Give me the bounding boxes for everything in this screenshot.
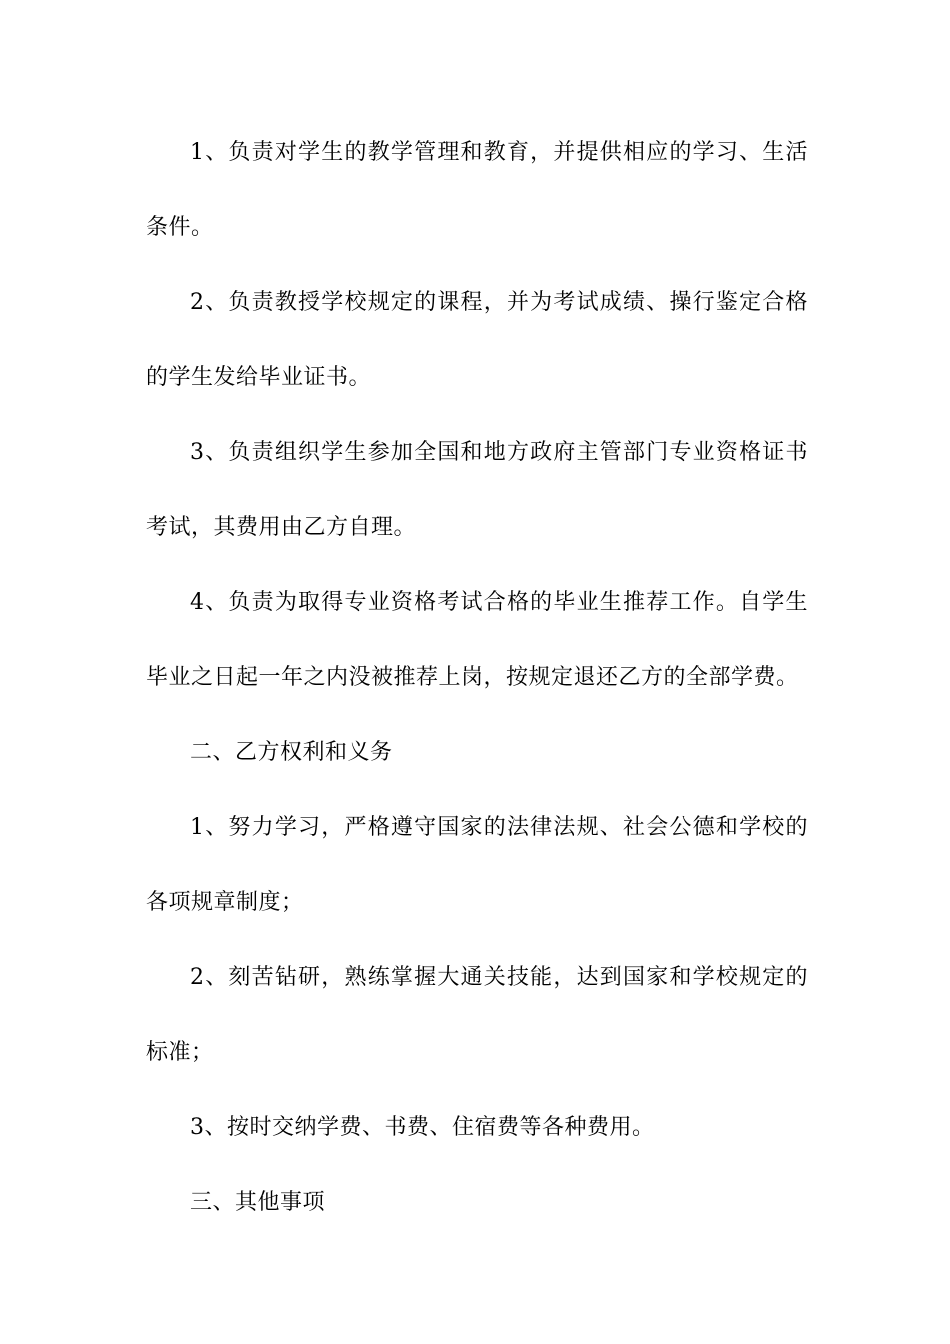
paragraph-party-b-duty-3: 3、按时交纳学费、书费、住宿费等各种费用。 (190, 1115, 655, 1140)
paragraph-party-b-duty-1: 1、努力学习，严格遵守国家的法律法规、社会公德和学校的各项规章制度； (146, 815, 808, 915)
paragraph-party-b-duty-2: 2、刻苦钻研，熟练掌握大通关技能，达到国家和学校规定的标准； (146, 965, 808, 1065)
section-heading-other-matters: 三、其他事项 (190, 1190, 326, 1215)
section-heading-party-b: 二、乙方权利和义务 (190, 740, 393, 765)
paragraph-party-a-duty-4: 4、负责为取得专业资格考试合格的毕业生推荐工作。自学生毕业之日起一年之内没被推荐上岗，按规定退还乙方的全部学费。 (146, 590, 808, 690)
paragraph-party-a-duty-1: 1、负责对学生的教学管理和教育，并提供相应的学习、生活条件。 (146, 140, 808, 240)
paragraph-party-a-duty-3: 3、负责组织学生参加全国和地方政府主管部门专业资格证书考试，其费用由乙方自理。 (146, 440, 808, 540)
paragraph-party-a-duty-2: 2、负责教授学校规定的课程，并为考试成绩、操行鉴定合格的学生发给毕业证书。 (146, 290, 808, 390)
